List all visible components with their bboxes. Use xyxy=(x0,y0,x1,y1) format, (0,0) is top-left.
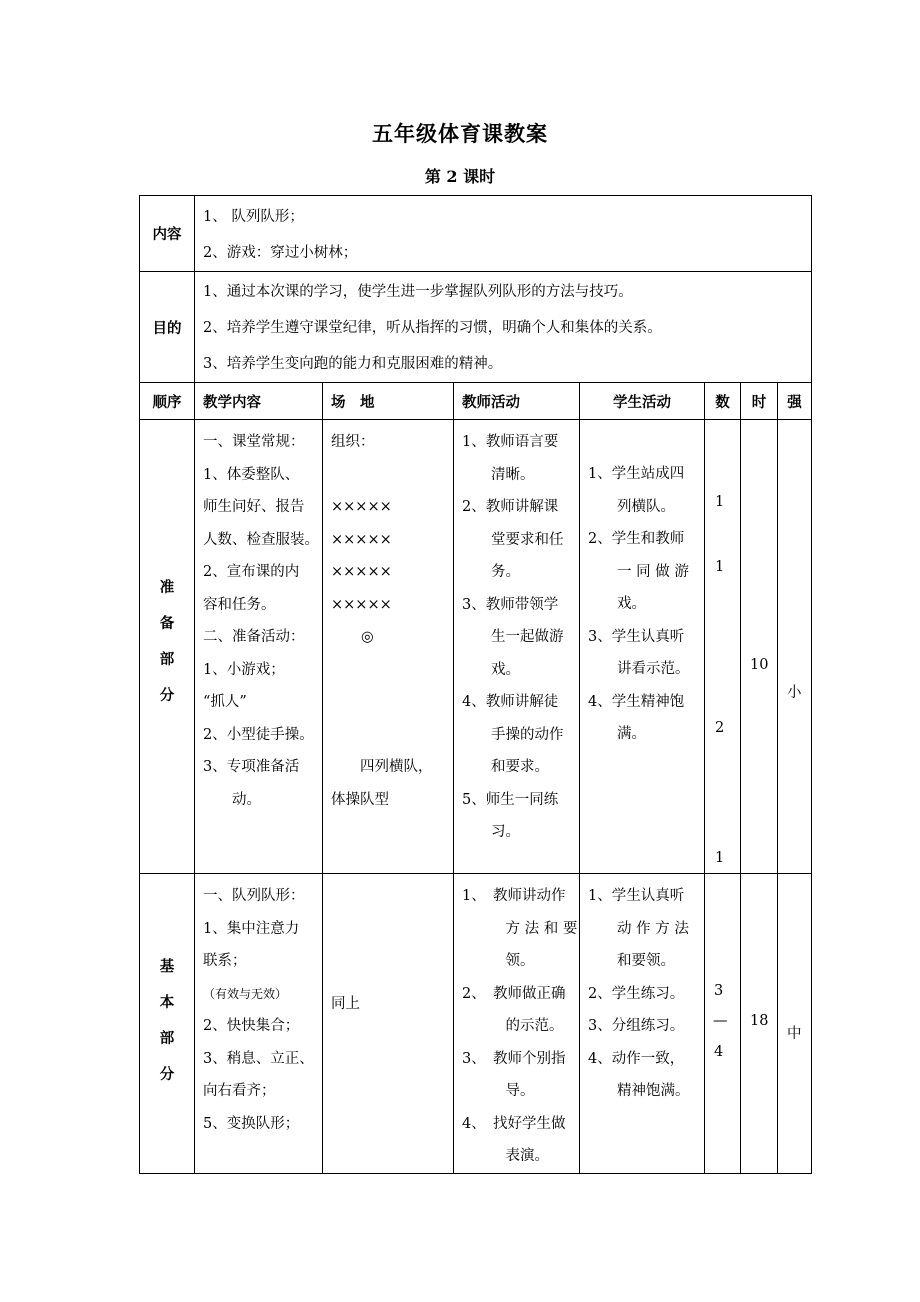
basic-intensity xyxy=(778,874,812,1174)
prep-count-value: 1 xyxy=(715,494,725,510)
header-teaching: 教学内容 xyxy=(195,383,323,420)
prep-student-line: 4、学生精神饱 xyxy=(588,693,685,710)
formation-row: ××××× xyxy=(331,499,392,515)
basic-student xyxy=(580,874,705,1174)
prep-teacher-line: 和要求。 xyxy=(462,759,549,775)
prep-teacher-line: 3、教师带领学 xyxy=(462,596,559,613)
header-intensity: 强 xyxy=(778,383,812,420)
basic-teaching-line: 3、稍息、立正、 xyxy=(203,1050,314,1067)
prep-student-line: 一 同 做 游 xyxy=(588,563,689,580)
prep-student xyxy=(580,420,705,874)
basic-student-line: 精神饱满。 xyxy=(588,1083,690,1099)
basic-label-char: 本 xyxy=(159,994,175,1011)
basic-student-line: 1、学生认真听 xyxy=(588,888,685,904)
prep-label-char: 分 xyxy=(159,687,175,704)
prep-venue-org: 组织： xyxy=(331,434,375,450)
formation-row: ××××× xyxy=(331,564,392,580)
basic-teaching-line: 向右看齐； xyxy=(203,1083,276,1099)
prep-student-line: 满。 xyxy=(588,726,646,742)
prep-student-line: 列横队。 xyxy=(588,498,675,515)
basic-student-line: 动 作 方 法 xyxy=(588,920,689,937)
prep-student-line: 戏。 xyxy=(588,596,646,612)
basic-teacher-line: 表演。 xyxy=(462,1148,549,1164)
prep-teaching-line: 二、准备活动： xyxy=(203,629,305,645)
prep-teacher-line: 习。 xyxy=(462,824,520,840)
header-venue: 场 地 xyxy=(323,383,454,420)
prep-teacher-line: 1、教师语言要 xyxy=(462,434,559,450)
prep-teacher-line: 2、教师讲解课 xyxy=(462,499,559,515)
prep-count-value: 2 xyxy=(715,720,725,736)
basic-student-line: 和要领。 xyxy=(588,953,675,969)
prep-teacher-line: 堂要求和任 xyxy=(462,531,564,548)
basic-teacher-line: 方 法 和 要 xyxy=(462,920,578,937)
basic-teaching-line: 2、快快集合； xyxy=(203,1018,300,1034)
basic-label-char: 部 xyxy=(159,1030,175,1047)
lesson-number: 第 2 课时 xyxy=(424,167,496,186)
basic-count-value: 3 xyxy=(714,983,724,999)
content-row xyxy=(140,196,812,272)
prep-teaching-line: 3、专项准备活 xyxy=(203,759,300,775)
teacher-position-mark: ◎ xyxy=(361,629,374,645)
prep-venue-formation: 体操队型 xyxy=(331,791,389,808)
basic-teaching-line: 一、队列队形： xyxy=(203,888,305,904)
prep-student-line: 3、学生认真听 xyxy=(588,628,685,645)
goal-line: 3、培养学生变向跑的能力和克服困难的精神。 xyxy=(203,356,503,372)
prep-label-char: 备 xyxy=(159,615,175,632)
basic-count-value: 4 xyxy=(714,1044,724,1060)
basic-venue xyxy=(323,874,454,1174)
prep-student-line: 1、学生站成四 xyxy=(588,466,685,482)
prep-count-value: 1 xyxy=(715,850,725,866)
prep-teacher xyxy=(454,420,580,874)
content-cell xyxy=(195,196,812,272)
prep-venue xyxy=(323,420,454,874)
basic-teacher-line: 2、 教师做正确 xyxy=(462,985,566,1002)
goal-label: 目的 xyxy=(140,272,195,383)
prep-time-value: 10 xyxy=(750,657,769,673)
goal-line: 1、通过本次课的学习，使学生进一步掌握队列队形的方法与技巧。 xyxy=(203,284,633,300)
header-order: 顺序 xyxy=(140,383,195,420)
prep-intensity-value: 小 xyxy=(787,685,802,701)
prep-label-char: 部 xyxy=(159,651,175,668)
prep-teaching-line: 人数、检查服装。 xyxy=(203,531,319,548)
prep-teacher-line: 戏。 xyxy=(462,661,520,678)
basic-row xyxy=(140,874,812,1174)
prep-teaching-line: 2、小型徒手操。 xyxy=(203,726,314,743)
prep-teaching-line: 1、体委整队、 xyxy=(203,466,300,483)
prep-teacher-line: 务。 xyxy=(462,564,520,580)
basic-venue-value: 同上 xyxy=(331,996,360,1012)
prep-teacher-line: 生一起做游 xyxy=(462,629,564,645)
basic-teaching-line: 1、集中注意力 xyxy=(203,920,300,937)
prep-student-line: 2、学生和教师 xyxy=(588,531,685,547)
content-line: 1、 队列队形； xyxy=(203,209,304,225)
content-line: 2、游戏：穿过小树林； xyxy=(203,245,358,261)
prep-teaching-line: 一、课堂常规： xyxy=(203,434,305,450)
prep-time xyxy=(741,420,778,874)
goal-cell xyxy=(195,272,812,383)
content-label: 内容 xyxy=(140,196,195,272)
basic-count xyxy=(705,874,741,1174)
header-count: 数 xyxy=(705,383,741,420)
page-title: 五年级体育课教案 xyxy=(372,121,548,146)
prep-intensity xyxy=(778,420,812,874)
lesson-plan-table xyxy=(139,195,812,1174)
basic-count-value: — xyxy=(713,1013,728,1029)
prep-count-value: 1 xyxy=(715,559,725,575)
basic-student-line: 4、动作一致， xyxy=(588,1050,685,1067)
prep-teaching-line: 1、小游戏； xyxy=(203,661,285,678)
basic-teaching-line: 5、变换队形； xyxy=(203,1115,300,1132)
prep-label-char: 准 xyxy=(159,579,175,596)
prep-teaching-line: 容和任务。 xyxy=(203,596,276,613)
basic-time xyxy=(741,874,778,1174)
prep-teaching-line: 师生问好、报告 xyxy=(203,499,305,515)
basic-time-value: 18 xyxy=(750,1013,769,1029)
basic-teacher-line: 3、 教师个别指 xyxy=(462,1050,566,1067)
formation-row: ××××× xyxy=(331,531,392,548)
prep-teacher-line: 手操的动作 xyxy=(462,726,564,743)
prep-teaching-line: “抓人” xyxy=(203,694,247,710)
basic-label xyxy=(140,874,195,1174)
basic-teaching-line: （有效与无效） xyxy=(203,986,288,1001)
basic-teacher-line: 4、 找好学生做 xyxy=(462,1115,566,1132)
header-teacher: 教师活动 xyxy=(454,383,580,420)
goal-line: 2、培养学生遵守课堂纪律，听从指挥的习惯，明确个人和集体的关系。 xyxy=(203,320,662,336)
header-time: 时 xyxy=(741,383,778,420)
basic-intensity-value: 中 xyxy=(787,1026,802,1042)
basic-teacher xyxy=(454,874,580,1174)
prep-teacher-line: 4、教师讲解徒 xyxy=(462,694,559,710)
prep-teaching-line: 2、宣布课的内 xyxy=(203,564,300,580)
goal-row xyxy=(140,272,812,383)
basic-student-line: 2、学生练习。 xyxy=(588,985,685,1002)
prep-row xyxy=(140,420,812,874)
prep-venue-formation: 四列横队， xyxy=(331,759,433,775)
basic-teacher-line: 的示范。 xyxy=(462,1018,564,1034)
prep-teacher-line: 清晰。 xyxy=(462,466,535,483)
prep-teaching xyxy=(195,420,323,874)
formation-row: ××××× xyxy=(331,596,392,613)
basic-teacher-line: 1、 教师讲动作 xyxy=(462,888,566,904)
prep-count xyxy=(705,420,741,874)
basic-teacher-line: 领。 xyxy=(462,953,535,969)
basic-label-char: 基 xyxy=(159,958,175,975)
basic-label-char: 分 xyxy=(159,1066,175,1083)
prep-student-line: 讲看示范。 xyxy=(588,661,690,677)
basic-teacher-line: 导。 xyxy=(462,1083,535,1099)
prep-teaching-line: 动。 xyxy=(203,791,261,808)
header-row xyxy=(140,383,812,420)
prep-label xyxy=(140,420,195,874)
header-student: 学生活动 xyxy=(580,383,705,420)
basic-teaching xyxy=(195,874,323,1174)
basic-teaching-line: 联系； xyxy=(203,953,247,969)
prep-teacher-line: 5、师生一同练 xyxy=(462,791,559,808)
basic-student-line: 3、分组练习。 xyxy=(588,1018,685,1034)
